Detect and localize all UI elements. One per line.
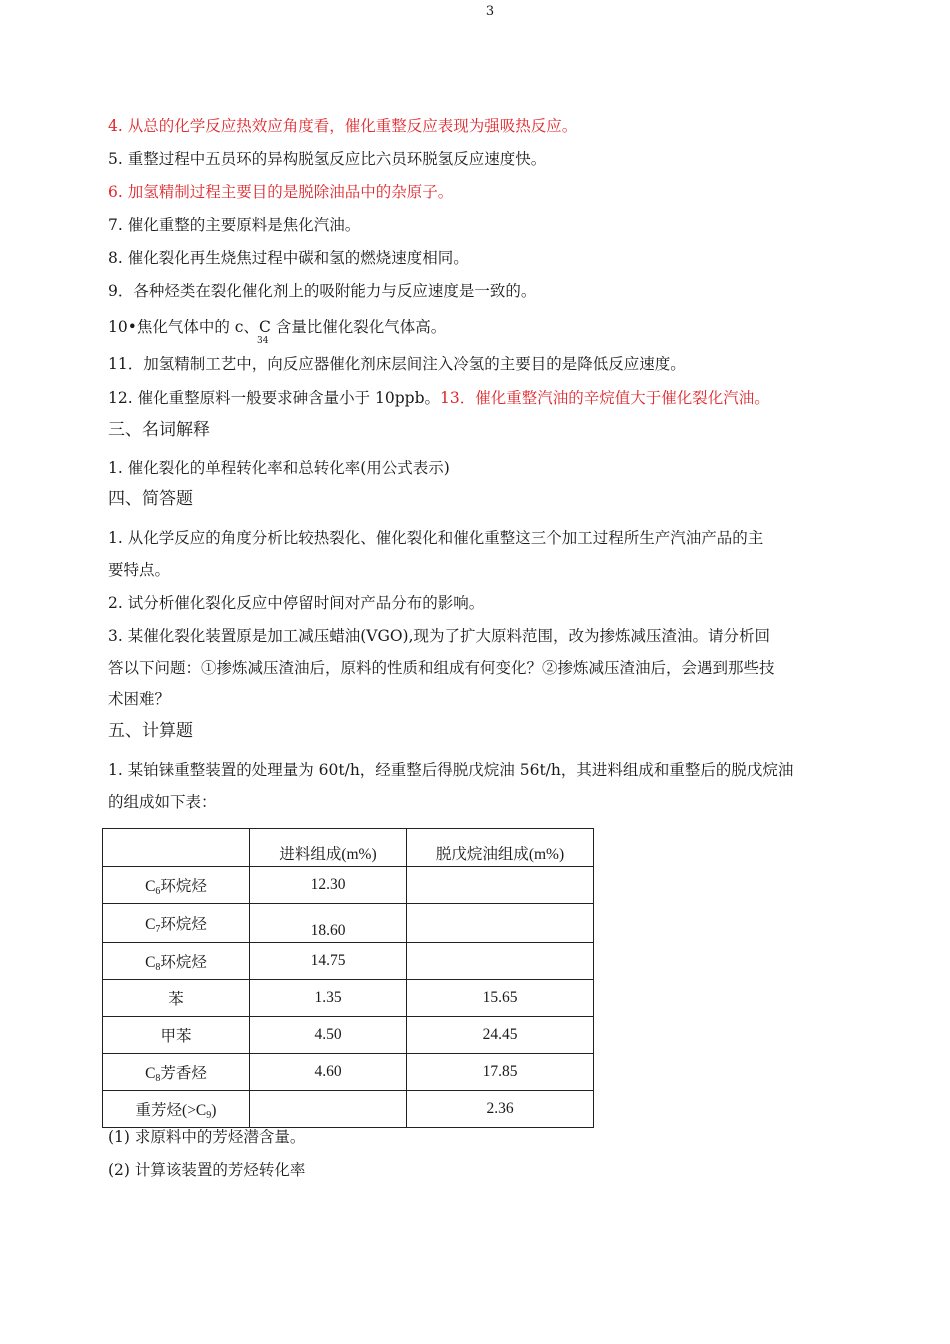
section-4-question-1-line-2: 要特点。 bbox=[108, 561, 171, 579]
feed-composition: 1.35 bbox=[250, 980, 407, 1017]
table-row bbox=[103, 980, 594, 1017]
section-4-question-3-line-3: 术困难？ bbox=[108, 690, 171, 708]
statement-12: 12. 催化重整原料一般要求砷含量小于 10ppb。 bbox=[108, 389, 440, 407]
table-row bbox=[103, 943, 594, 980]
statement-9: 9．各种烃类在裂化催化剂上的吸附能力与反应速度是一致的。 bbox=[108, 282, 537, 300]
section-4-question-2: 2. 试分析催化裂化反应中停留时间对产品分布的影响。 bbox=[108, 594, 485, 612]
feed-composition bbox=[250, 1091, 407, 1128]
component-name: $C_8$环烷烃 bbox=[103, 943, 250, 980]
statement-6: 6. 加氢精制过程主要目的是脱除油品中的杂原子。 bbox=[108, 183, 454, 201]
product-composition: 24.45 bbox=[407, 1017, 594, 1054]
section-5-question-1-line-1: 1. 某铂铼重整装置的处理量为 60t/h，经重整后得脱戊烷油 56t/h，其进料组成和重整后的脱戊烷油 bbox=[108, 761, 794, 779]
feed-composition: 4.50 bbox=[250, 1017, 407, 1054]
section-4-title: 四、简答题 bbox=[108, 489, 193, 509]
page-number: 3 bbox=[485, 4, 495, 19]
table-row bbox=[103, 867, 594, 904]
product-composition: 15.65 bbox=[407, 980, 594, 1017]
table-header-cell: 脱戊烷油组成(m%) bbox=[407, 829, 594, 867]
product-composition: 17.85 bbox=[407, 1054, 594, 1091]
feed-composition: 18.60 bbox=[250, 904, 407, 943]
sub-question-2: (2) 计算该装置的芳烃转化率 bbox=[108, 1161, 306, 1179]
component-name: 苯 bbox=[103, 980, 250, 1017]
feed-composition: 4.60 bbox=[250, 1054, 407, 1091]
statement-7: 7. 催化重整的主要原料是焦化汽油。 bbox=[108, 216, 361, 234]
section-5-title: 五、计算题 bbox=[108, 721, 193, 741]
statement-12-13 bbox=[108, 388, 770, 408]
product-composition: 2.36 bbox=[407, 1091, 594, 1128]
table-row bbox=[103, 904, 594, 943]
product-composition bbox=[407, 904, 594, 943]
table-header-cell bbox=[103, 829, 250, 867]
section-4-question-3-line-1: 3. 某催化裂化装置原是加工减压蜡油(VGO),现为了扩大原料范围，改为掺炼减压渣油。请分析回 bbox=[108, 627, 771, 645]
section-5-question-1-line-2: 的组成如下表： bbox=[108, 793, 217, 811]
statement-5: 5. 重整过程中五员环的异构脱氢反应比六员环脱氢反应速度快。 bbox=[108, 150, 547, 168]
section-4-question-3-line-2: 答以下问题：①掺炼减压渣油后，原料的性质和组成有何变化？②掺炼减压渣油后，会遇到那些技 bbox=[108, 659, 775, 677]
table-header-row bbox=[103, 829, 594, 867]
table-row bbox=[103, 1017, 594, 1054]
section-3-title: 三、名词解释 bbox=[108, 420, 210, 440]
feed-composition: 14.75 bbox=[250, 943, 407, 980]
section-3-question-1: 1. 催化裂化的单程转化率和总转化率(用公式表示) bbox=[108, 459, 450, 477]
statement-4: 4. 从总的化学反应热效应角度看，催化重整反应表现为强吸热反应。 bbox=[108, 117, 578, 135]
statement-13: 13．催化重整汽油的辛烷值大于催化裂化汽油。 bbox=[440, 389, 770, 407]
product-composition bbox=[407, 867, 594, 904]
composition-table bbox=[102, 828, 594, 1128]
component-name: $C_6$环烷烃 bbox=[103, 867, 250, 904]
statement-10: 10•焦化气体中的 c、C 含量比催化裂化气体高。 bbox=[108, 318, 447, 336]
statement-8: 8. 催化裂化再生烧焦过程中碳和氢的燃烧速度相同。 bbox=[108, 249, 469, 267]
table-header-cell: 进料组成(m%) bbox=[250, 829, 407, 867]
table-row bbox=[103, 1091, 594, 1128]
product-composition bbox=[407, 943, 594, 980]
section-4-question-1-line-1: 1. 从化学反应的角度分析比较热裂化、催化裂化和催化重整这三个加工过程所生产汽油产品的主 bbox=[108, 529, 764, 547]
statement-10-subscript: 34 bbox=[257, 336, 269, 346]
component-name: 甲苯 bbox=[103, 1017, 250, 1054]
component-name: 重芳烃$(>C_9)$ bbox=[103, 1091, 250, 1128]
table-row bbox=[103, 1054, 594, 1091]
component-name: $C_8$芳香烃 bbox=[103, 1054, 250, 1091]
statement-11: 11．加氢精制工艺中，向反应器催化剂床层间注入冷氢的主要目的是降低反应速度。 bbox=[108, 355, 686, 373]
sub-question-1: (1) 求原料中的芳烃潜含量。 bbox=[108, 1128, 306, 1146]
component-name: $C_7$环烷烃 bbox=[103, 904, 250, 943]
feed-composition: 12.30 bbox=[250, 867, 407, 904]
